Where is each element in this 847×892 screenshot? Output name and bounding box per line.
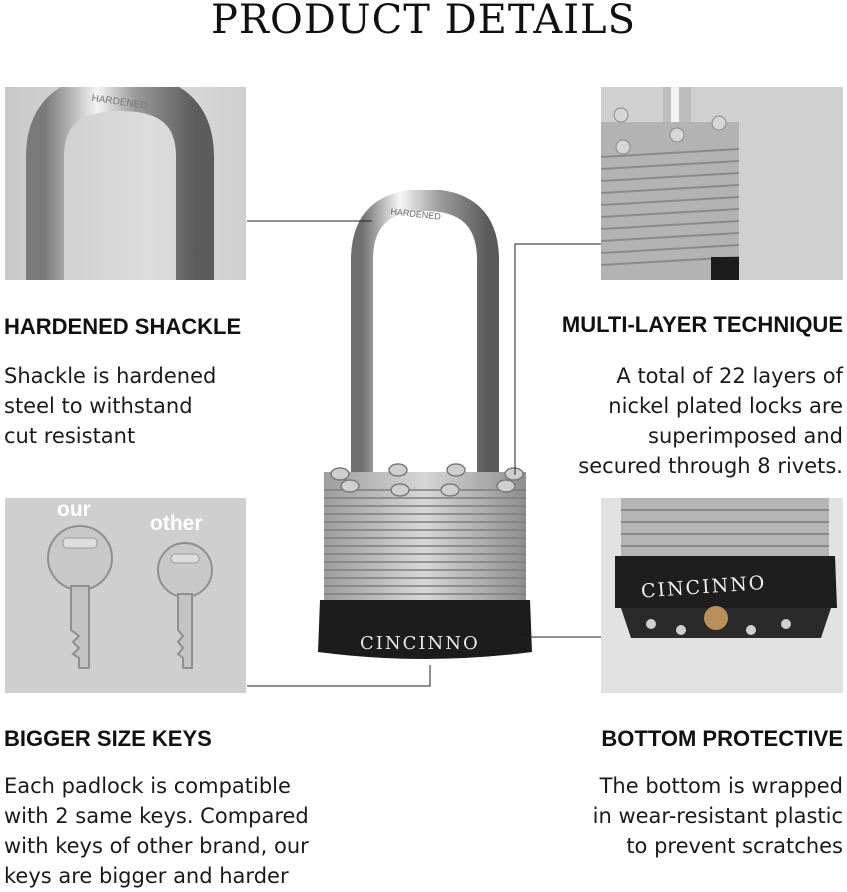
description-line: superimposed and — [648, 424, 843, 448]
shackle-closeup-illustration — [5, 87, 246, 280]
padlock-brand-text: CINCINNO — [360, 633, 480, 654]
bottom-protective-description — [543, 771, 843, 861]
hardened-shackle-heading: HARDENED SHACKLE — [4, 314, 242, 339]
description-line: with 2 same keys. Compared — [4, 804, 309, 828]
description-line: steel to withstand — [4, 394, 193, 418]
other-key-label: other — [150, 512, 203, 535]
padlock-illustration — [310, 190, 540, 670]
multi-layer-description — [543, 361, 843, 481]
description-line: with keys of other brand, our — [4, 834, 309, 858]
shackle-stamp: HARDENED — [90, 93, 148, 112]
bigger-keys-description — [4, 771, 344, 891]
description-line: A total of 22 layers of — [616, 364, 843, 388]
layers-closeup-illustration — [601, 87, 843, 280]
description-line: Each padlock is compatible — [4, 774, 291, 798]
description-line: nickel plated locks are — [608, 394, 843, 418]
description-line: in wear-resistant plastic — [592, 804, 843, 828]
our-key-label: our — [57, 498, 91, 521]
bottom-closeup-illustration — [601, 498, 843, 693]
multi-layer-heading: MULTI-LAYER TECHNIQUE — [561, 312, 843, 337]
bottom-brand-text: CINCINNO — [640, 571, 768, 603]
bigger-keys-heading: BIGGER SIZE KEYS — [4, 726, 212, 751]
description-line: The bottom is wrapped — [599, 774, 843, 798]
keys-photo — [5, 498, 246, 693]
page-title: PRODUCT DETAILS — [210, 0, 637, 43]
keys-illustration — [5, 498, 246, 693]
description-line: secured through 8 rivets. — [578, 454, 843, 478]
description-line: keys are bigger and harder — [4, 864, 289, 888]
description-line: cut resistant — [4, 424, 136, 448]
shackle-closeup-photo — [5, 87, 246, 280]
hardened-shackle-description — [4, 361, 264, 451]
layers-closeup-photo — [601, 87, 843, 280]
bottom-protective-heading: BOTTOM PROTECTIVE — [601, 726, 843, 751]
description-line: Shackle is hardened — [4, 364, 217, 388]
description-line: to prevent scratches — [626, 834, 843, 858]
bottom-closeup-photo — [601, 498, 843, 693]
padlock-shackle-stamp: HARDENED — [389, 206, 442, 222]
